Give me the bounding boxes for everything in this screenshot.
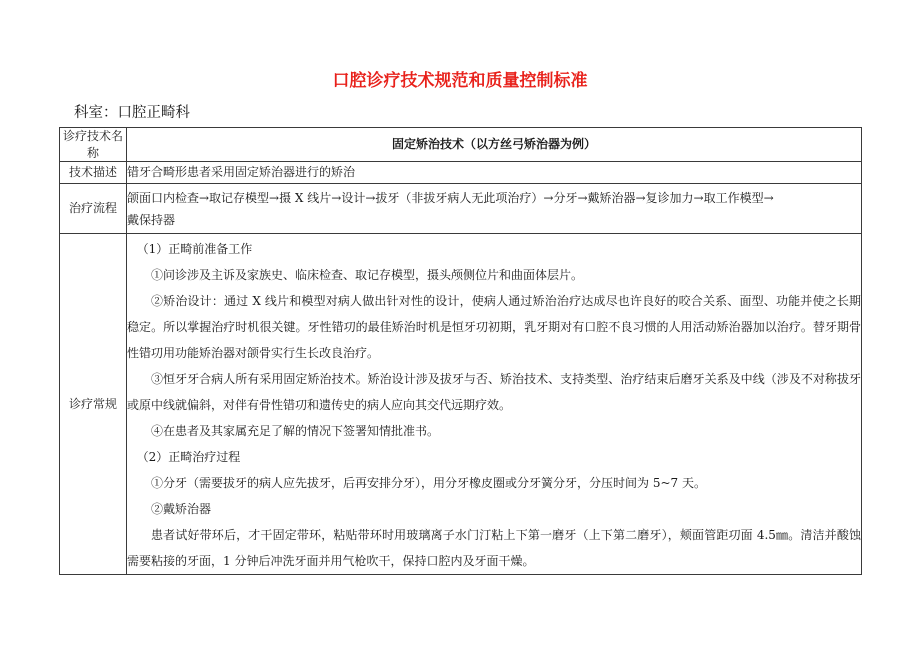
document-title: 口腔诊疗技术规范和质量控制标准 [332,71,588,91]
process-label: 治疗流程 [60,184,127,234]
routine-label: 诊疗常规 [60,234,127,575]
routine-item-1: ①问诊涉及主诉及家族史、临床检查、取记存模型，摄头颅侧位片和曲面体层片。 [151,268,584,282]
table-row-header [60,128,862,162]
routine-item-2: ②矫治设计：通过 X 线片和模型对病人做出针对性的设计，使病人通过矫治治疗达成尽也许良好的咬合关系、面型、功能并使之长期稳定。所以掌握治疗时机很关键。牙性错㓛的最佳矫治时机是恒牙㓛初期，乳牙期对有口腔不良习惯的人用活动矫治器加以治疗。替牙期骨性错㓛用功能矫治器对颌骨实行生长改良治疗。 [127,294,861,360]
process-cell [127,184,862,234]
department-label: 科室：口腔正畸科 [74,105,190,121]
routine-cell [127,234,862,575]
header-label-cell [60,128,127,162]
technique-name-cell [127,128,862,162]
routine-item-7: 患者试好带环后，才干固定带环，粘贴带环时用玻璃离子水门汀粘上下第一磨牙（上下第二磨牙），颊面管距㓛面 4.5㎜。清洁并酸蚀需要粘接的牙面，1 分钟后冲洗牙面并用气枪吹干，保持口腔内及牙面干燥。 [127,528,861,568]
process-line-1: 颌面口内检查→取记存模型→摄 X 线片→设计→拔牙（非拔牙病人无此项治疗）→分牙→戴矫治器→复诊加力→取工作模型→ [127,190,774,205]
technique-table [59,127,862,575]
description-text: 错牙合畸形患者采用固定矫治器进行的矫治 [127,162,862,184]
routine-item-4: ④在患者及其家属充足了解的情况下签署知情批准书。 [151,424,440,438]
header-label: 诊疗技术名称 [62,129,123,160]
routine-section-1: （1）正畸前准备工作 [136,242,253,256]
process-line-2: 戴保持器 [127,212,176,227]
routine-section-2: （2）正畸治疗过程 [136,450,241,464]
routine-item-5: ①分牙（需要拔牙的病人应先拔牙，后再安排分牙），用分牙橡皮圈或分牙簧分牙，分压时间为 5~7 天。 [151,476,706,490]
description-label: 技术描述 [60,162,127,184]
table-row-routine [60,234,862,575]
routine-item-3: ③恒牙牙合病人所有采用固定矫治技术。矫治设计涉及拔牙与否、矫治技术、支持类型、治疗结束后磨牙关系及中线（涉及不对称拔牙或原中线就偏斜，对伴有骨性错㓛和遗传史的病人应向其交代远期疗效。 [127,372,861,412]
table-row-process [60,184,862,234]
routine-item-6: ②戴矫治器 [151,502,212,516]
technique-name: 固定矫治技术（以方丝弓矫治器为例） [391,137,596,152]
table-row-description [60,162,862,184]
